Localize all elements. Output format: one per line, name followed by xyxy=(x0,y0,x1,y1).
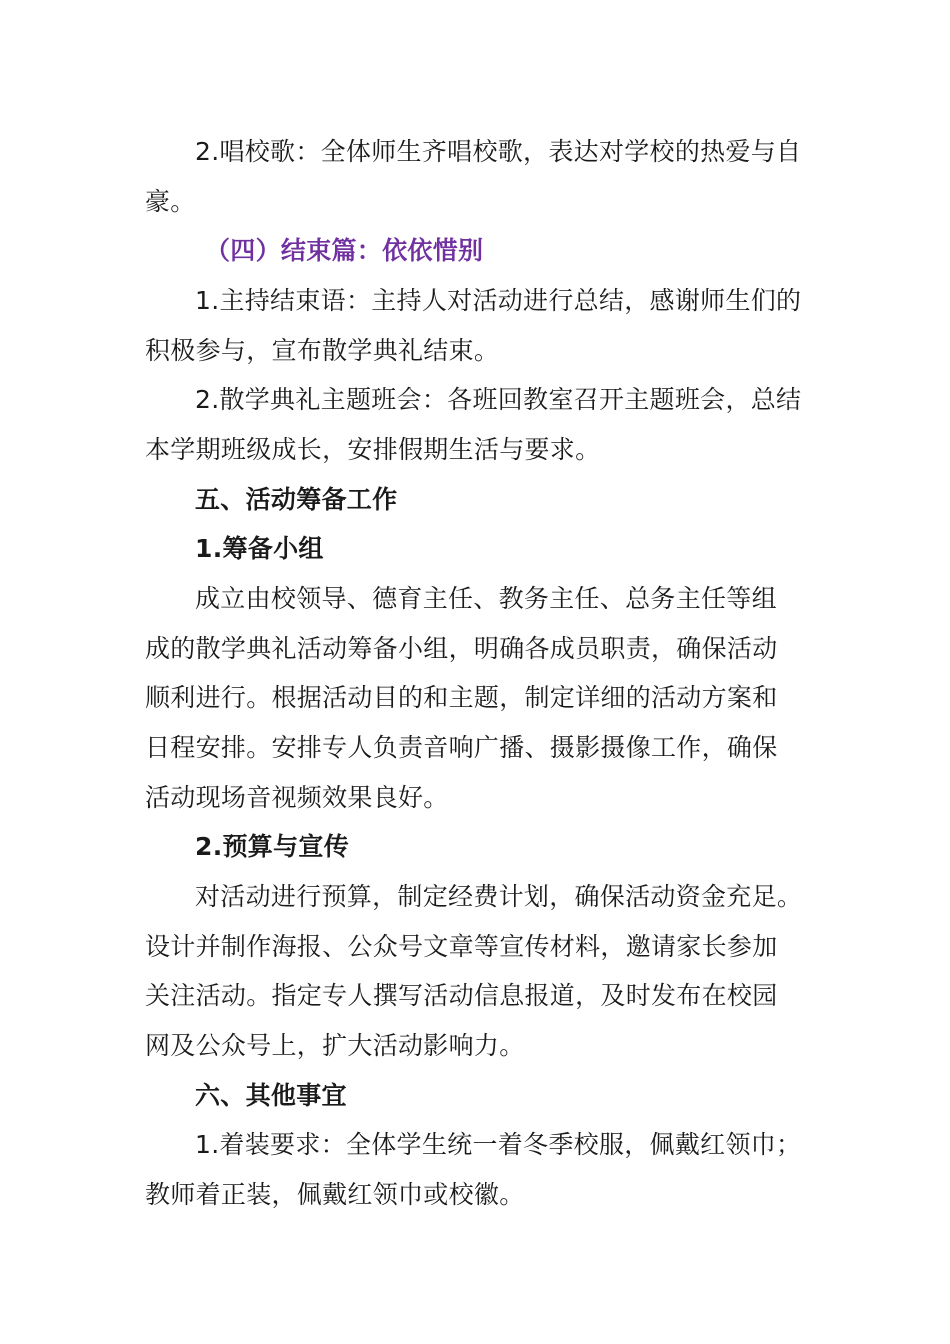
section-heading-preparation: 五、活动筹备工作 xyxy=(195,485,398,514)
paragraph-line: 成立由校领导、德育主任、教务主任、总务主任等组 xyxy=(195,584,777,613)
subheading-budget: 2.预算与宣传 xyxy=(195,832,349,861)
paragraph-line: 教师着正装，佩戴红领巾或校徽。 xyxy=(145,1180,525,1209)
paragraph-line: 豪。 xyxy=(145,187,196,216)
paragraph-line: 关注活动。指定专人撰写活动信息报道，及时发布在校园 xyxy=(145,981,778,1010)
paragraph-line: 本学期班级成长，安排假期生活与要求。 xyxy=(145,435,601,464)
paragraph-line: 设计并制作海报、公众号文章等宣传材料，邀请家长参加 xyxy=(145,932,778,961)
paragraph-line: 1.着装要求：全体学生统一着冬季校服，佩戴红领巾； xyxy=(195,1130,802,1159)
paragraph-line: 日程安排。安排专人负责音响广播、摄影摄像工作，确保 xyxy=(145,733,778,762)
paragraph-line: 积极参与，宣布散学典礼结束。 xyxy=(145,336,500,365)
paragraph-line: 活动现场音视频效果良好。 xyxy=(145,783,449,812)
paragraph-line: 网及公众号上，扩大活动影响力。 xyxy=(145,1031,525,1060)
paragraph-line: 1.主持结束语：主持人对活动进行总结，感谢师生们的 xyxy=(195,286,802,315)
section-heading-other: 六、其他事宜 xyxy=(195,1081,347,1110)
section-heading-ending: （四）结束篇：依依惜别 xyxy=(205,236,484,265)
paragraph-line: 2.散学典礼主题班会：各班回教室召开主题班会，总结 xyxy=(195,385,802,414)
paragraph-line: 2.唱校歌：全体师生齐唱校歌，表达对学校的热爱与自 xyxy=(195,137,802,166)
paragraph-line: 顺利进行。根据活动目的和主题，制定详细的活动方案和 xyxy=(145,683,778,712)
subheading-prep-group: 1.筹备小组 xyxy=(195,534,324,563)
paragraph-line: 成的散学典礼活动筹备小组，明确各成员职责，确保活动 xyxy=(145,634,778,663)
paragraph-line: 对活动进行预算，制定经费计划，确保活动资金充足。 xyxy=(195,882,803,911)
